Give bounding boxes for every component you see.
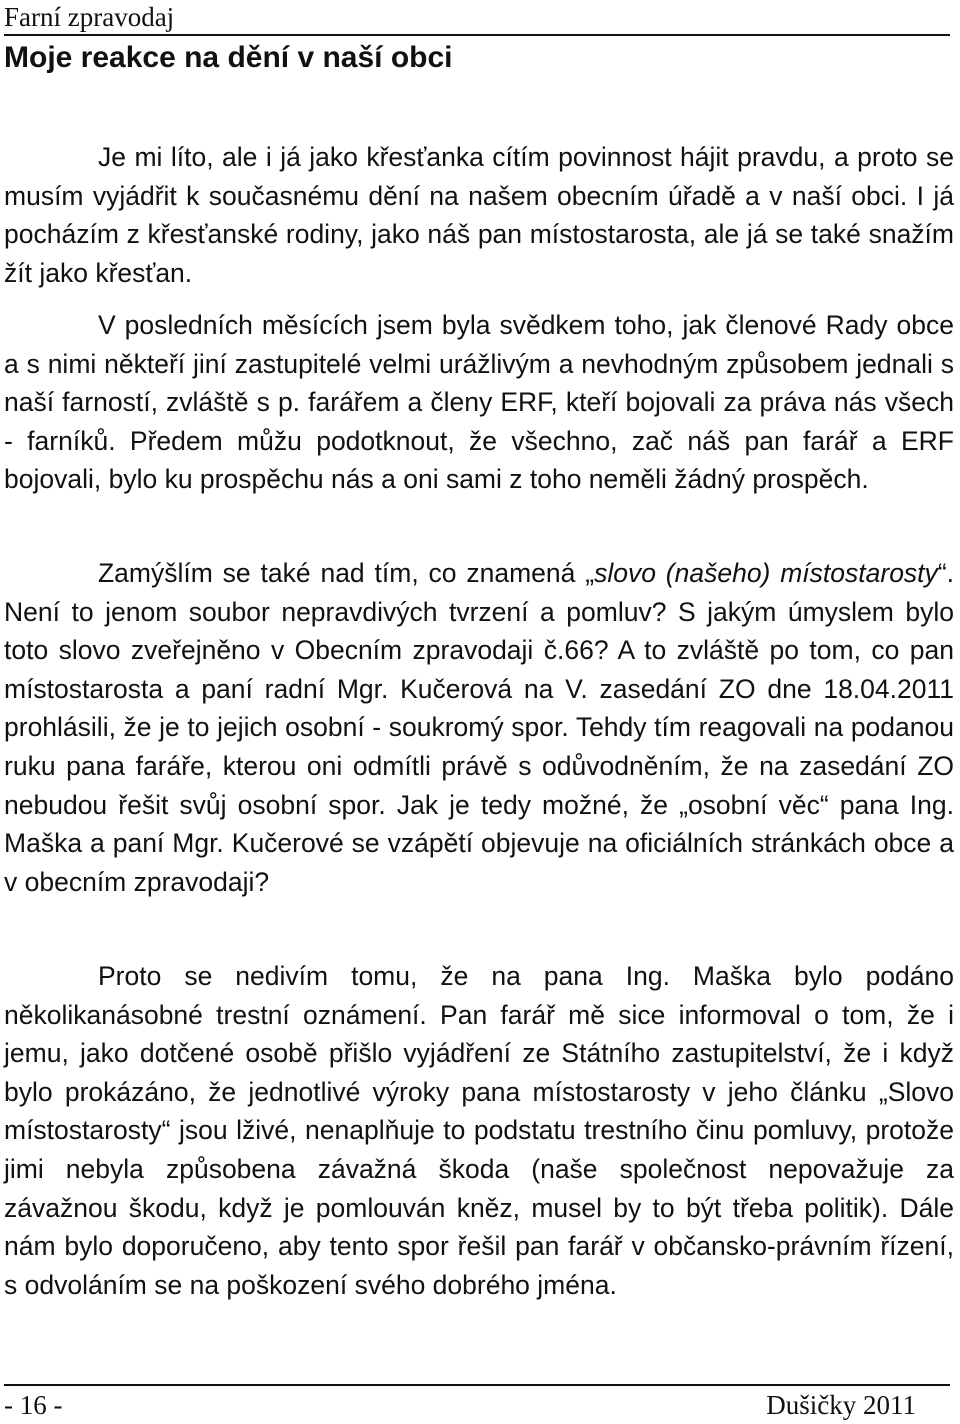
paragraph-1: Je mi líto, ale i já jako křesťanka cítím povinnost hájit pravdu, a proto se musím vyjádřit k současnému dění na našem obecním úřadě a v naší obci. I já pocházím z křesťanské rodiny, jako náš pan místostarosta, ale já se také snažím žít jako křesťan.: [4, 142, 954, 288]
quoted-article-title: slovo (našeho) místostarosty: [594, 558, 938, 588]
page-number: - 16 -: [4, 1390, 63, 1420]
article-title: Moje reakce na dění v naší obci: [4, 41, 453, 74]
running-header: [4, 0, 950, 36]
paragraph-2: V posledních měsících jsem byla svědkem toho, jak členové Rady obce a s nimi někteří jiní zastupitelé velmi urážlivým a nevhodným způsobem jednali s naší farností, zvláště s p. farářem a členy ERF, kteří bojovali za práva nás všech - farníků. Předem můžu podotknout, že všechno, zač náš pan farář a ERF bojovali, bylo ku prospěchu nás a oni sami z toho neměli žádný prospěch.: [4, 310, 954, 495]
publication-name: Farní zpravodaj: [4, 2, 175, 32]
paragraph-4: Proto se nedivím tomu, že na pana Ing. Maška bylo podáno několikanásobné trestní oznámení. Pan farář mě sice informoval o tom, že i jemu, jako dotčené osobě přišlo vyjádření ze Státního zastupitelství, že i když bylo prokázáno, že jednotlivé výroky pana místostarosty v jeho článku „Slovo místostarosty“ jsou lživé, nenaplňuje to podstatu trestního činu pomluvy, protože jimi nebyla způsobena závažná škoda (naše společnost nepovažuje za závažnou škodu, když je pomlouván kněz, musel by to být třeba politik). Dále nám bylo doporučeno, aby tento spor řešil pan farář v občansko-právním řízení, s odvoláním se na poškození svého dobrého jména.: [4, 961, 954, 1300]
paragraph-3-rest: “. Není to jenom soubor nepravdivých tvrzení a pomluv? S jakým úmyslem bylo toto slovo zveřejněno v Obecním zpravodaji č.66? A to zvláště po tom, co pan místostarosta a paní radní Mgr. Kučerová na V. zasedání ZO dne 18.04.2011 prohlásili, že je to jejich osobní - soukromý spor. Tehdy tím reagovali na podanou ruku pana faráře, kterou oni odmítli právě s odůvodněním, že na zasedání ZO nebudou řešit svůj osobní spor. Jak je tedy možné, že „osobní věc“ pana Ing. Maška a paní Mgr. Kučerové se vzápětí objevuje na oficiálních stránkách obce a v obecním zpravodaji?: [4, 558, 954, 897]
paragraph-3-lead: Zamýšlím se také nad tím, co znamená „: [98, 558, 595, 588]
paragraph-3: [4, 554, 954, 901]
issue-label: Dušičky 2011: [766, 1390, 916, 1420]
running-footer: [4, 1384, 950, 1424]
